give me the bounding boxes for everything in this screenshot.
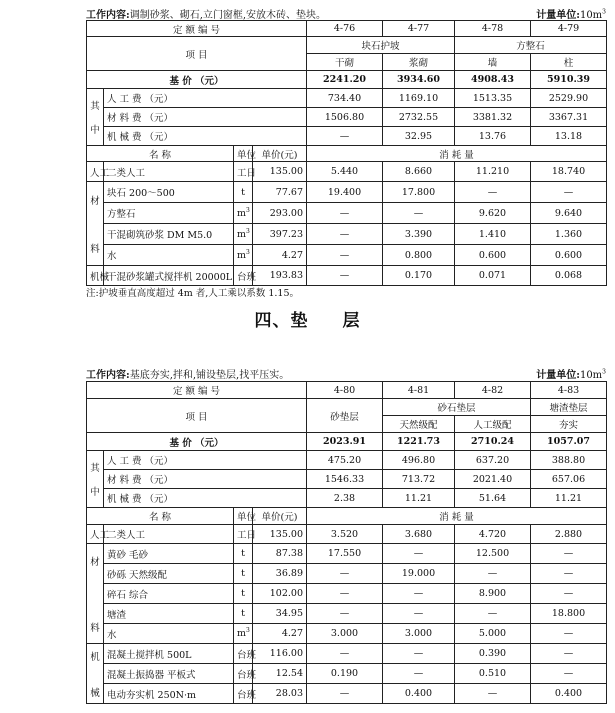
resource-price: 34.95	[253, 604, 307, 624]
resource-price: 12.54	[253, 664, 307, 684]
resource-unit: t	[234, 182, 253, 203]
cost-value: 13.18	[531, 127, 607, 146]
consumption-value: —	[307, 644, 383, 664]
sub-header: 天然级配	[383, 416, 455, 433]
resource-name: 砂砾 天然级配	[104, 564, 234, 584]
consumption-value: 11.210	[455, 162, 531, 182]
qizhong-label: 其 中	[87, 89, 104, 146]
base-price-label: 基 价 （元）	[87, 71, 307, 89]
consumption-value: 0.170	[383, 266, 455, 286]
consumption-value: 4.720	[455, 525, 531, 544]
item-label: 项 目	[87, 399, 307, 433]
sub-header: 人工级配	[455, 416, 531, 433]
resource-price: 77.67	[253, 182, 307, 203]
base-price-label: 基 价 （元）	[87, 433, 307, 451]
consumption-value: 19.000	[383, 564, 455, 584]
quota-number-label: 定 额 编 号	[87, 382, 307, 399]
resource-unit: $m^3$	[234, 624, 253, 644]
consumption-value: —	[383, 664, 455, 684]
cost-value: 2.38	[307, 489, 383, 508]
resource-price: 36.89	[253, 564, 307, 584]
cost-label: 材 料 费 （元）	[104, 108, 307, 127]
consumption-value: 0.510	[455, 664, 531, 684]
cost-value: 3381.32	[455, 108, 531, 127]
work-content-line: 工作内容:调制砂浆、砌石,立门窗框,安放木砖、垫块。	[86, 10, 327, 21]
item-label: 项 目	[87, 37, 307, 71]
col-head-price: 单价(元)	[253, 508, 307, 525]
group-header: 砂石垫层	[383, 399, 531, 416]
consumption-value: 0.600	[531, 245, 607, 266]
base-price-value: 4908.43	[455, 71, 531, 89]
resource-price: 116.00	[253, 644, 307, 664]
category-material: 材 料	[87, 544, 104, 644]
resource-unit: t	[234, 604, 253, 624]
consumption-value: —	[383, 544, 455, 564]
consumption-value: —	[531, 644, 607, 664]
consumption-value: —	[531, 584, 607, 604]
resource-price: 193.83	[253, 266, 307, 286]
consumption-value: 0.390	[455, 644, 531, 664]
consumption-value: —	[307, 266, 383, 286]
cost-label: 人 工 费 （元）	[104, 89, 307, 108]
resource-unit: 台班	[234, 644, 253, 664]
cost-value: 3367.31	[531, 108, 607, 127]
consumption-value: —	[383, 644, 455, 664]
resource-price: 293.00	[253, 203, 307, 224]
cost-label: 材 料 费 （元）	[104, 470, 307, 489]
resource-unit: $m^3$	[234, 245, 253, 266]
consumption-value: —	[383, 584, 455, 604]
cost-value: 1506.80	[307, 108, 383, 127]
resource-price: 397.23	[253, 224, 307, 245]
category-material: 材 料	[87, 182, 104, 266]
col-head-unit: 单位	[234, 146, 253, 162]
sub-header: 柱	[531, 54, 607, 71]
consumption-value: —	[307, 604, 383, 624]
measure-unit: 计量单位$:10m^3$	[536, 368, 606, 381]
base-price-value: 5910.39	[531, 71, 607, 89]
consumption-value: —	[531, 624, 607, 644]
consumption-value: 0.800	[383, 245, 455, 266]
resource-name: 塘渣	[104, 604, 234, 624]
base-price-value: 1221.73	[383, 433, 455, 451]
category-machine: 机械	[87, 266, 104, 286]
resource-name: 干混砂浆罐式搅拌机 20000L	[104, 266, 234, 286]
resource-price: 102.00	[253, 584, 307, 604]
consumption-value: —	[455, 182, 531, 203]
consumption-value: 3.390	[383, 224, 455, 245]
consumption-value: —	[307, 224, 383, 245]
consumption-value: —	[531, 564, 607, 584]
section-title: 四、垫 层	[254, 311, 361, 331]
consumption-value: 3.520	[307, 525, 383, 544]
consumption-value: 3.000	[307, 624, 383, 644]
cost-value: 734.40	[307, 89, 383, 108]
sub-header: 浆砌	[383, 54, 455, 71]
col-head-consumption: 消 耗 量	[307, 508, 607, 525]
consumption-value: 5.440	[307, 162, 383, 182]
col-head-name: 名 称	[87, 508, 234, 525]
consumption-value: —	[307, 584, 383, 604]
consumption-value: 18.800	[531, 604, 607, 624]
work-content-header-1	[86, 6, 606, 20]
consumption-value: 9.620	[455, 203, 531, 224]
group-header: 方整石	[455, 37, 607, 54]
consumption-value: 12.500	[455, 544, 531, 564]
quota-code: 4-82	[455, 382, 531, 399]
cost-value: 475.20	[307, 451, 383, 470]
resource-name: 块石 200～500	[104, 182, 234, 203]
resource-price: 87.38	[253, 544, 307, 564]
cost-value: 11.21	[383, 489, 455, 508]
cost-value: 1546.33	[307, 470, 383, 489]
consumption-value: 5.000	[455, 624, 531, 644]
consumption-value: 0.400	[383, 684, 455, 704]
group-header: 块石护坡	[307, 37, 455, 54]
col-head-price: 单价(元)	[253, 146, 307, 162]
resource-name: 黄砂 毛砂	[104, 544, 234, 564]
consumption-value: 0.068	[531, 266, 607, 286]
category-labor: 人工	[87, 525, 104, 544]
consumption-value: 0.071	[455, 266, 531, 286]
base-price-value: 2710.24	[455, 433, 531, 451]
consumption-value: —	[455, 564, 531, 584]
resource-unit: t	[234, 564, 253, 584]
consumption-value: —	[383, 604, 455, 624]
quota-table-2	[86, 381, 607, 704]
cost-label: 人 工 费 （元）	[104, 451, 307, 470]
resource-price: 135.00	[253, 162, 307, 182]
base-price-value: 3934.60	[383, 71, 455, 89]
resource-price: 4.27	[253, 245, 307, 266]
cost-value: 637.20	[455, 451, 531, 470]
resource-unit: t	[234, 584, 253, 604]
consumption-value: 17.550	[307, 544, 383, 564]
resource-unit: 台班	[234, 266, 253, 286]
resource-unit: 台班	[234, 664, 253, 684]
cost-value: 2021.40	[455, 470, 531, 489]
resource-unit: 工日	[234, 162, 253, 182]
consumption-value: —	[455, 604, 531, 624]
cost-value: 11.21	[531, 489, 607, 508]
cost-value: 2529.90	[531, 89, 607, 108]
base-price-value: 2023.91	[307, 433, 383, 451]
quota-code: 4-77	[383, 21, 455, 37]
resource-name: 混凝土振捣器 平板式	[104, 664, 234, 684]
cost-value: 496.80	[383, 451, 455, 470]
quota-code: 4-78	[455, 21, 531, 37]
cost-value: 657.06	[531, 470, 607, 489]
resource-name: 碎石 综合	[104, 584, 234, 604]
consumption-value: —	[531, 664, 607, 684]
cost-value: 32.95	[383, 127, 455, 146]
consumption-value: 8.660	[383, 162, 455, 182]
table-note: 注:护坡垂直高度超过 4m 者,人工乘以系数 1.15。	[86, 288, 299, 299]
col-head-name: 名 称	[87, 146, 234, 162]
consumption-value: 9.640	[531, 203, 607, 224]
cost-value: 713.72	[383, 470, 455, 489]
consumption-value: —	[531, 182, 607, 203]
resource-name: 干混砌筑砂浆 DM M5.0	[104, 224, 234, 245]
consumption-value: 1.410	[455, 224, 531, 245]
cost-value: 2732.55	[383, 108, 455, 127]
consumption-value: 1.360	[531, 224, 607, 245]
group-header: 塘渣垫层	[531, 399, 607, 416]
resource-unit: t	[234, 544, 253, 564]
consumption-value: 2.880	[531, 525, 607, 544]
resource-name: 方整石	[104, 203, 234, 224]
base-price-value: 1057.07	[531, 433, 607, 451]
cost-value: 13.76	[455, 127, 531, 146]
cost-value: 51.64	[455, 489, 531, 508]
cost-label: 机 械 费 （元）	[104, 127, 307, 146]
consumption-value: —	[307, 203, 383, 224]
resource-price: 135.00	[253, 525, 307, 544]
resource-unit: $m^3$	[234, 203, 253, 224]
resource-name: 水	[104, 245, 234, 266]
sub-header: 干砌	[307, 54, 383, 71]
consumption-value: —	[307, 564, 383, 584]
consumption-value: —	[383, 203, 455, 224]
quota-code: 4-80	[307, 382, 383, 399]
sub-header: 夯实	[531, 416, 607, 433]
resource-price: 4.27	[253, 624, 307, 644]
quota-code: 4-79	[531, 21, 607, 37]
consumption-value: 18.740	[531, 162, 607, 182]
consumption-value: 0.400	[531, 684, 607, 704]
resource-unit: 工日	[234, 525, 253, 544]
consumption-value: 19.400	[307, 182, 383, 203]
resource-price: 28.03	[253, 684, 307, 704]
quota-number-label: 定 额 编 号	[87, 21, 307, 37]
quota-code: 4-83	[531, 382, 607, 399]
consumption-value: 17.800	[383, 182, 455, 203]
resource-name: 水	[104, 624, 234, 644]
cost-label: 机 械 费 （元）	[104, 489, 307, 508]
consumption-value: 3.000	[383, 624, 455, 644]
consumption-value: 3.680	[383, 525, 455, 544]
category-machine: 机 械	[87, 644, 104, 704]
base-price-value: 2241.20	[307, 71, 383, 89]
measure-unit: 计量单位$:10m^3$	[536, 8, 606, 21]
col-head-unit: 单位	[234, 508, 253, 525]
group-header: 砂垫层	[307, 399, 383, 433]
consumption-value: 8.900	[455, 584, 531, 604]
qizhong-label: 其 中	[87, 451, 104, 508]
cost-value: 1513.35	[455, 89, 531, 108]
consumption-value: —	[455, 684, 531, 704]
work-content-line: 工作内容:基底夯实,拌和,铺设垫层,找平压实。	[86, 370, 290, 381]
quota-code: 4-76	[307, 21, 383, 37]
resource-name: 二类人工	[104, 162, 234, 182]
work-content-header-2	[86, 366, 606, 380]
resource-unit: $m^3$	[234, 224, 253, 245]
consumption-value: 0.190	[307, 664, 383, 684]
cost-value: 1169.10	[383, 89, 455, 108]
cost-value: —	[307, 127, 383, 146]
consumption-value: —	[531, 544, 607, 564]
resource-name: 二类人工	[104, 525, 234, 544]
cost-value: 388.80	[531, 451, 607, 470]
consumption-value: —	[307, 684, 383, 704]
category-labor: 人工	[87, 162, 104, 182]
quota-table-1	[86, 20, 607, 286]
quota-code: 4-81	[383, 382, 455, 399]
consumption-value: 0.600	[455, 245, 531, 266]
resource-name: 电动夯实机 250N·m	[104, 684, 234, 704]
consumption-value: —	[307, 245, 383, 266]
sub-header: 墙	[455, 54, 531, 71]
col-head-consumption: 消 耗 量	[307, 146, 607, 162]
resource-unit: 台班	[234, 684, 253, 704]
resource-name: 混凝土搅拌机 500L	[104, 644, 234, 664]
